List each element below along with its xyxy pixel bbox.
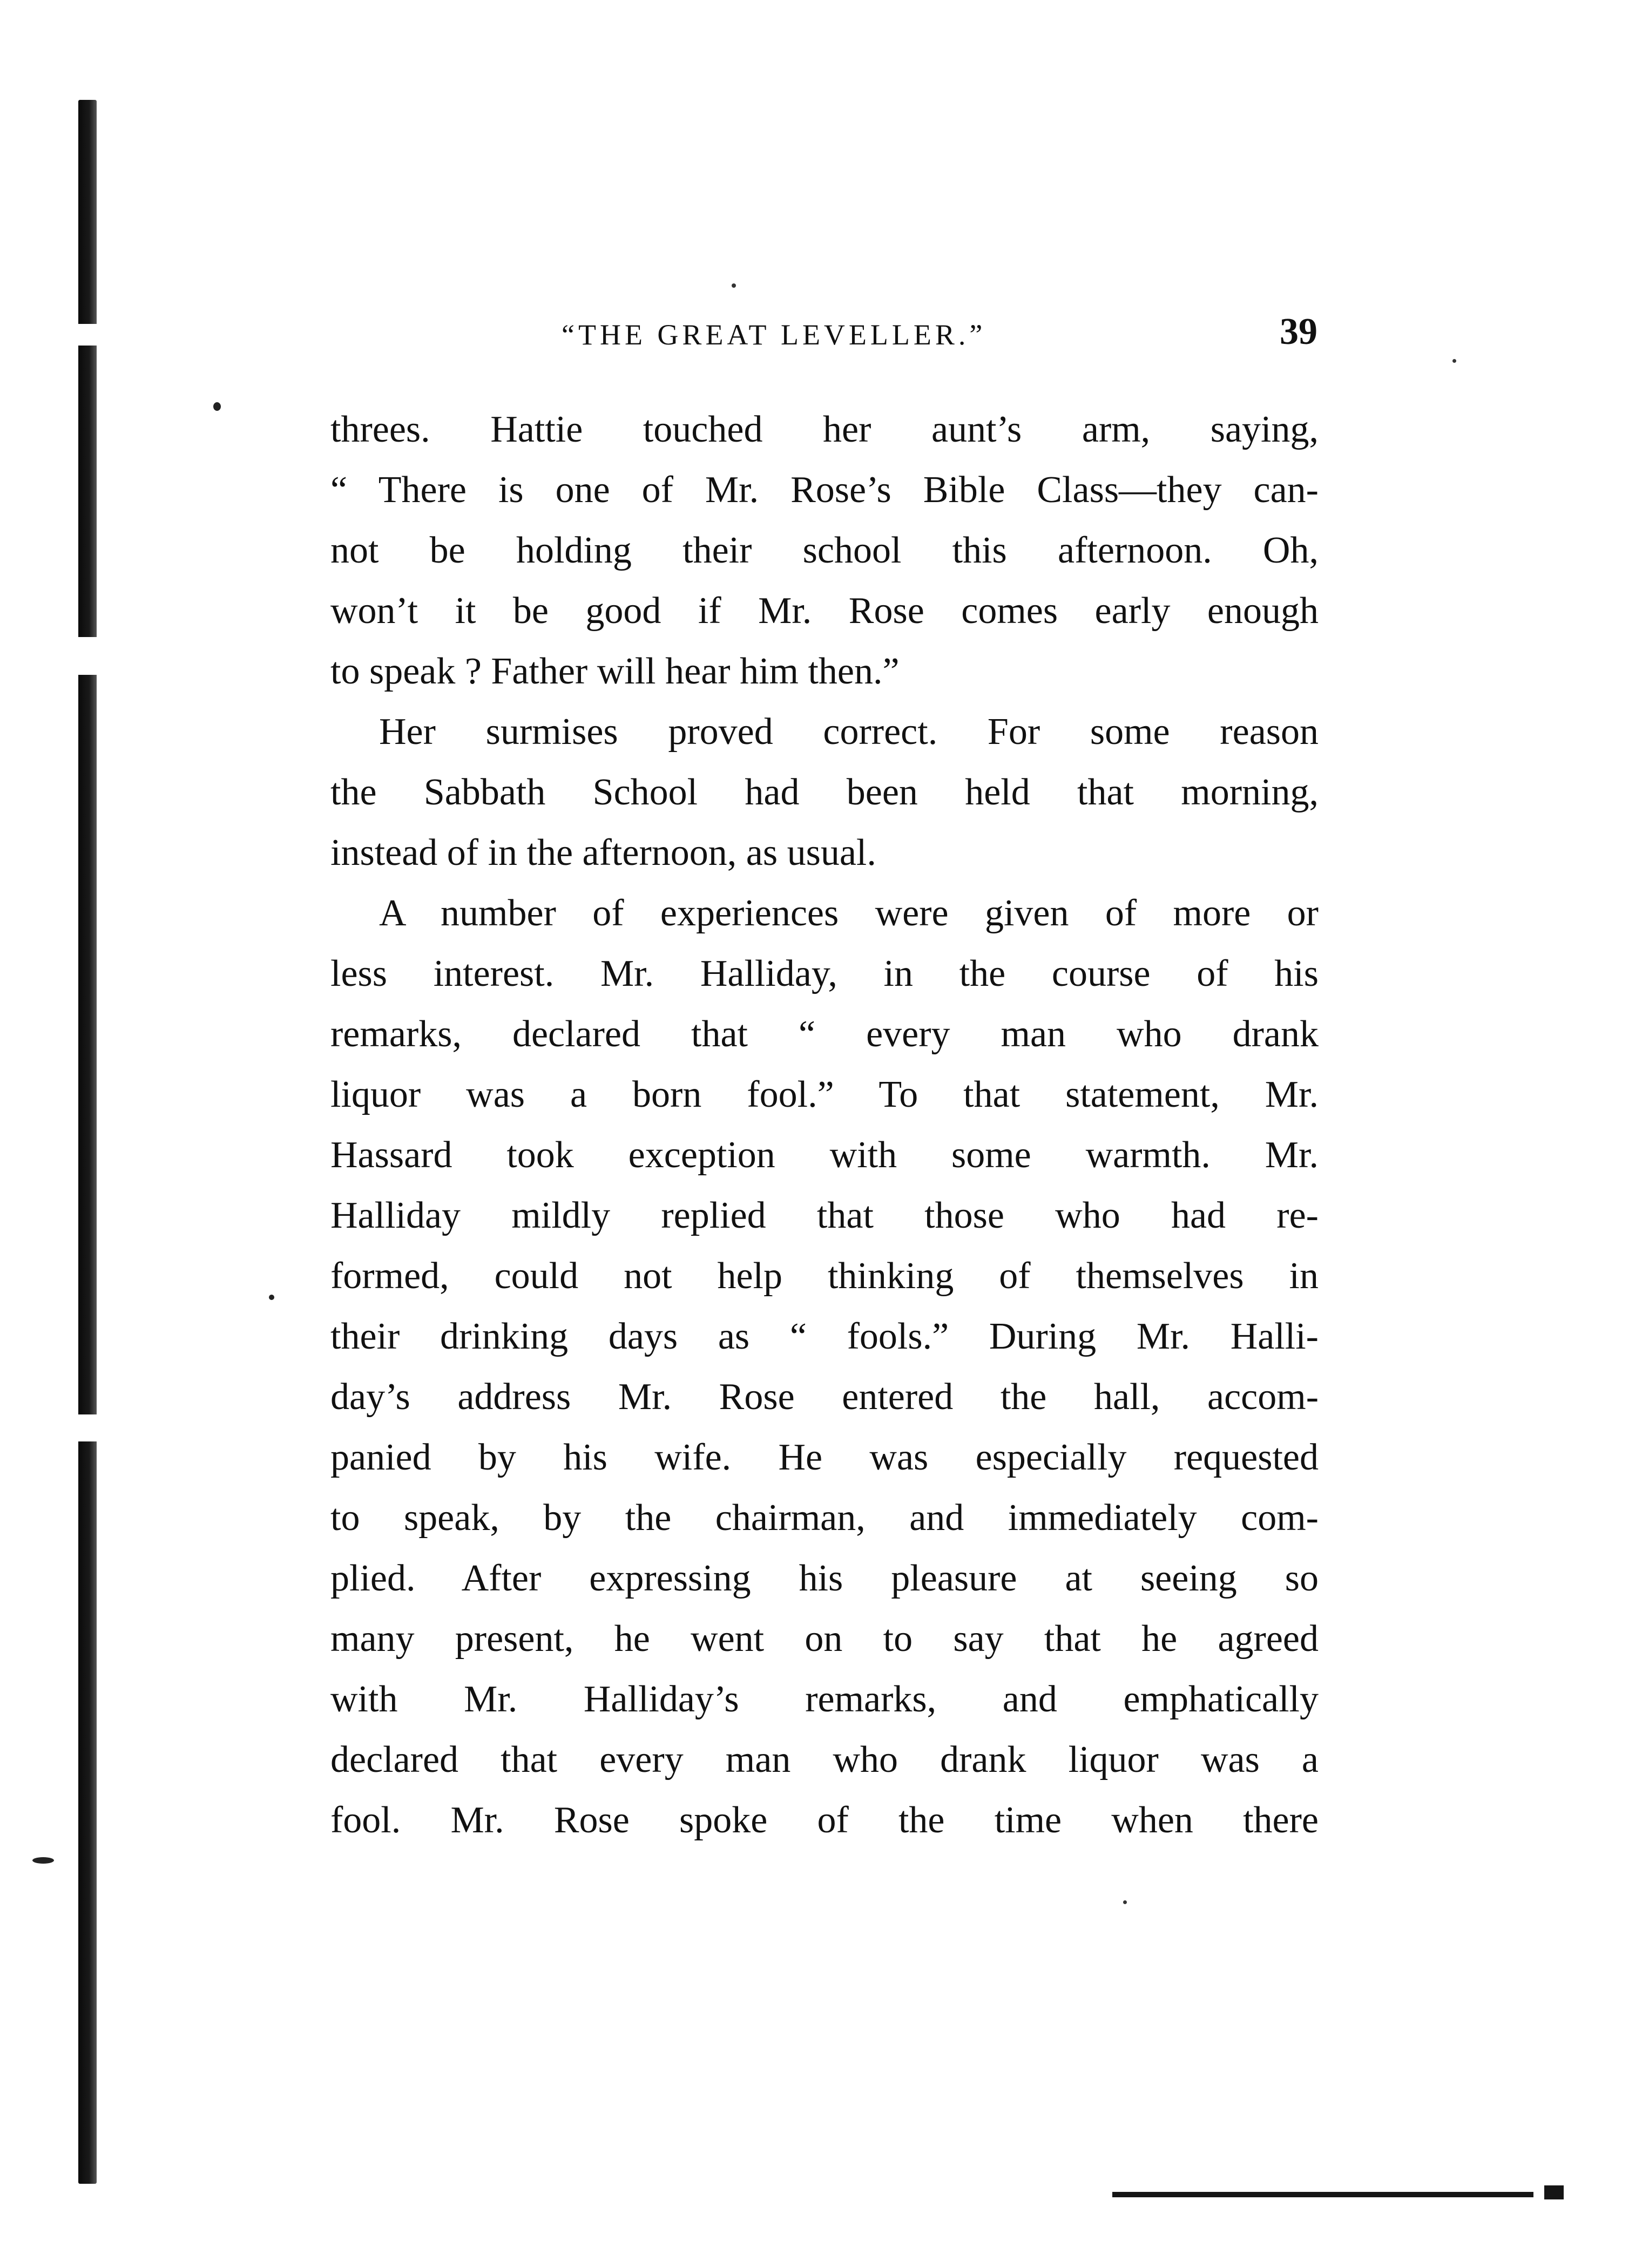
text-line: their drinking days as “ fools.” During Mr. Halli- <box>330 1316 1319 1357</box>
text-line: with Mr. Halliday’s remarks, and emphatically <box>330 1678 1319 1720</box>
text-line: “ There is one of Mr. Rose’s Bible Class—they can- <box>330 469 1319 511</box>
text-line: not be holding their school this afternoon. Oh, <box>330 530 1319 571</box>
text-line: Halliday mildly replied that those who had re- <box>330 1195 1319 1236</box>
text-line: Hassard took exception with some warmth. Mr. <box>330 1134 1319 1176</box>
paragraph <box>330 883 1319 1851</box>
text-line: panied by his wife. He was especially requested <box>330 1437 1319 1478</box>
text-line: declared that every man who drank liquor was a <box>330 1739 1319 1780</box>
scan-speck <box>732 283 736 288</box>
text-line: to speak ? Father will hear him then.” <box>330 651 900 692</box>
scan-speck <box>1452 359 1456 363</box>
paragraph <box>330 702 1319 883</box>
text-line: threes. Hattie touched her aunt’s arm, saying, <box>330 409 1319 450</box>
text-line: fool. Mr. Rose spoke of the time when there <box>330 1799 1319 1841</box>
binding-edge <box>78 100 97 2184</box>
text-line: day’s address Mr. Rose entered the hall, accom- <box>330 1376 1319 1418</box>
text-line: formed, could not help thinking of themselves in <box>330 1255 1319 1297</box>
body-text <box>330 400 1319 1851</box>
paragraph <box>330 400 1319 702</box>
scan-fleck <box>213 402 221 411</box>
binding-gap <box>76 637 100 675</box>
scan-fleck <box>32 1857 54 1864</box>
text-line: the Sabbath School had been held that morning, <box>330 771 1319 813</box>
text-line: A number of experiences were given of more or <box>379 892 1319 934</box>
text-line: Her surmises proved correct. For some reason <box>379 711 1319 753</box>
text-line: plied. After expressing his pleasure at seeing so <box>330 1558 1319 1599</box>
scan-fleck <box>269 1295 274 1300</box>
page-number: 39 <box>1280 311 1317 353</box>
scan-bottom-edge <box>1544 2185 1564 2199</box>
text-line: won’t it be good if Mr. Rose comes early enough <box>330 590 1319 632</box>
binding-gap <box>76 324 100 346</box>
text-line: instead of in the afternoon, as usual. <box>330 832 876 874</box>
scan-speck <box>1123 1900 1127 1904</box>
scan-bottom-edge <box>1112 2192 1533 2197</box>
text-line: remarks, declared that “ every man who drank <box>330 1013 1319 1055</box>
running-head <box>324 310 1317 359</box>
binding-gap <box>76 1414 100 1441</box>
text-line: many present, he went on to say that he agreed <box>330 1618 1319 1660</box>
text-line: to speak, by the chairman, and immediately com- <box>330 1497 1319 1539</box>
text-line: less interest. Mr. Halliday, in the course of his <box>330 953 1319 994</box>
text-line: liquor was a born fool.” To that statement, Mr. <box>330 1074 1319 1115</box>
running-title: “THE GREAT LEVELLER.” <box>562 319 986 351</box>
